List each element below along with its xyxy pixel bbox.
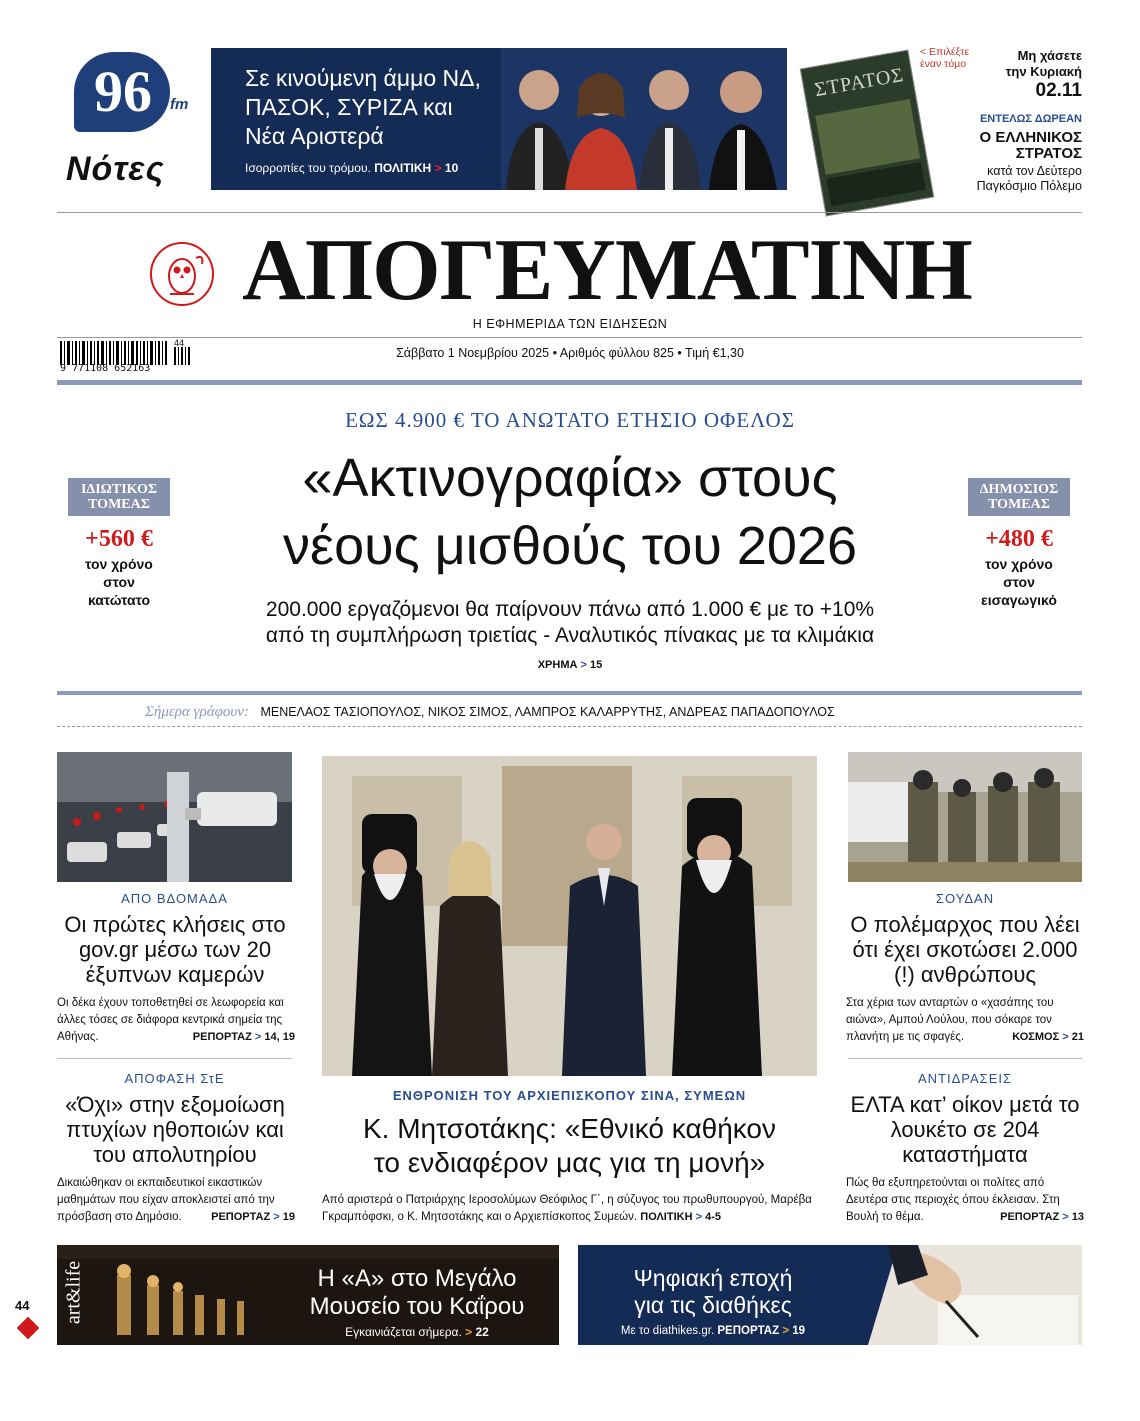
- lead-right-label-2: ΤΟΜΕΑΣ: [988, 497, 1050, 512]
- writers-line: [145, 704, 1005, 721]
- promo-bottom-left-sub-text: Εγκαινιάζεται σήμερα.: [345, 1325, 462, 1339]
- lead-right-text-2: στον: [1003, 574, 1035, 590]
- lead-left-label: [68, 478, 170, 516]
- promo-bottom-left-title-2: Μουσείο του Καΐρου: [309, 1293, 525, 1320]
- promo-bottom-right-sub-text: Με το diathikes.gr.: [620, 1325, 715, 1337]
- masthead-tagline: Η ΕΦΗΜΕΡΙΔΑ ΤΩΝ ΕΙΔΗΣΕΩΝ: [472, 317, 668, 331]
- promo-bottom-left-title-1: Η «Α» στο Μεγάλο: [317, 1265, 517, 1292]
- enthronement-photo[interactable]: [322, 756, 817, 1076]
- portraits-photo: [501, 48, 787, 190]
- lead-right-text-3: εισαγωγικό: [981, 592, 1057, 608]
- story-center-ref-section: ΠΟΛΙΤΙΚΗ: [640, 1211, 693, 1223]
- masthead-title: ΑΠΟΓΕΥΜΑΤΙΝΗ: [242, 222, 972, 319]
- story-right-2-body: [846, 1175, 1084, 1226]
- barcode-number: 9 771108 652163: [60, 363, 151, 374]
- story-right-1-text: Στα χέρια των ανταρτών ο «χασάπης του αιώνα», Αμπού Λούλου, που σόκαρε τον πλανήτη με τις σφαγές.: [846, 997, 1054, 1043]
- story-left-rule: [57, 1058, 292, 1059]
- book-cover[interactable]: [800, 50, 934, 217]
- promo-bottom-right-page: 19: [792, 1325, 806, 1337]
- lead-right-amount: +480 €: [985, 526, 1053, 552]
- book-cover-image: [815, 99, 920, 175]
- story-center-text: Από αριστερά ο Πατριάρχης Ιεροσολύμων Θεόφιλος Γ΄, η σύζυγος του πρωθυπουργού, Μαρέβα Γκραμπόφσκι, ο Κ. Μητσοτάκης και ο Αρχιεπίσκοπος Συμεών.: [322, 1194, 812, 1223]
- promo-bottom-right-title-1: Ψηφιακή εποχή: [633, 1265, 793, 1291]
- story-right-1-title[interactable]: Ο πολέμαρχος που λέει ότι έχει σκοτώσει 2.000 (!) ανθρώπους: [850, 912, 1080, 987]
- lead-kicker: ΕΩΣ 4.900 € ΤΟ ΑΝΩΤΑΤΟ ΕΤΗΣΙΟ ΟΦΕΛΟΣ: [345, 408, 795, 432]
- lead-left-text-3: κατώτατο: [87, 592, 151, 608]
- story-right-1-body: [846, 995, 1084, 1046]
- story-right-2-title[interactable]: ΕΛΤΑ κατ’ οίκον μετά το λουκέτο σε 204 καταστήματα: [850, 1092, 1080, 1167]
- writers-label: Σήμερα γράφουν:: [145, 704, 249, 720]
- lead-right-label: [968, 478, 1070, 516]
- story-right-2-kicker: ΑΝΤΙΔΡΑΣΕΙΣ: [917, 1071, 1013, 1086]
- arrow-icon: >: [782, 1325, 790, 1337]
- lead-ref[interactable]: [520, 659, 620, 671]
- lead-left-box: [68, 478, 170, 609]
- promo-bottom-right-sub: [588, 1325, 838, 1337]
- book-date: 02.11: [1035, 80, 1082, 101]
- promo-bottom-right[interactable]: [578, 1245, 1082, 1345]
- writers-rule: [57, 691, 1082, 695]
- lead-left-amount: +560 €: [85, 526, 153, 552]
- story-left-1-kicker: ΑΠΟ ΒΔΟΜΑΔΑ: [121, 891, 228, 906]
- arrow-icon: >: [695, 1211, 703, 1223]
- lead-right-text-1: τον χρόνο: [985, 556, 1053, 572]
- story-left-1-title[interactable]: Οι πρώτες κλήσεις στο gov.gr μέσω των 20 έξυπνων καμερών: [64, 912, 286, 987]
- barcode-addon: 44: [174, 338, 185, 348]
- promo-top-headline: Σε κινούμενη άμμο ΝΔ, ΠΑΣΟΚ, ΣΥΡΙΖΑ και Νέα Αριστερά: [245, 65, 481, 149]
- writing-hand-photo: [828, 1245, 1082, 1345]
- promo-bottom-right-title-2: για τις διαθήκες: [634, 1292, 792, 1318]
- writers-dashed-rule: [57, 726, 1082, 727]
- story-center-body: [322, 1192, 822, 1226]
- story-right-1-ref[interactable]: [1012, 1029, 1084, 1046]
- story-left-2-ref-page: 19: [282, 1211, 295, 1223]
- story-right-2-ref-section: ΡΕΠΟΡΤΑΖ: [1000, 1211, 1060, 1223]
- radio-number: 96: [94, 59, 152, 124]
- promo-top-ref: ΠΟΛΙΤΙΚΗ: [374, 161, 432, 175]
- arrow-icon: >: [1062, 1031, 1069, 1043]
- story-right-1-ref-section: ΚΟΣΜΟΣ: [1012, 1031, 1060, 1043]
- story-left-1-ref-section: ΡΕΠΟΡΤΑΖ: [192, 1031, 252, 1043]
- book-subtitle: κατά τον Δεύτερο Παγκόσμιο Πόλεμο: [976, 164, 1082, 193]
- lead-ref-section: ΧΡΗΜΑ: [537, 659, 578, 671]
- story-center-ref[interactable]: [640, 1211, 721, 1223]
- promo-top-banner[interactable]: [211, 48, 787, 190]
- story-center-title-1[interactable]: Κ. Μητσοτάκης: «Εθνικό καθήκον: [363, 1113, 776, 1144]
- promo-bottom-left-sub: [287, 1325, 547, 1339]
- lead-left-text-1: τον χρόνο: [85, 556, 153, 572]
- story-right-2-ref-page: 13: [1071, 1211, 1084, 1223]
- lead-left-label-1: ΙΔΙΩΤΙΚΟΣ: [80, 482, 157, 497]
- story-left-2-ref[interactable]: [211, 1209, 295, 1226]
- book-free: ΕΝΤΕΛΩΣ ΔΩΡΕΑΝ: [979, 113, 1082, 125]
- promo-bottom-left-vertical: art&life: [62, 1260, 85, 1325]
- arrow-icon: >: [254, 1031, 262, 1043]
- arrow-icon: >: [465, 1325, 473, 1339]
- story-left-2-kicker: ΑΠΟΦΑΣΗ ΣτΕ: [124, 1071, 225, 1086]
- radio-name: Νότες: [66, 150, 165, 188]
- masthead-rule-mid: [57, 337, 1082, 338]
- story-left-2-title[interactable]: «Όχι» στην εξομοίωση πτυχίων ηθοποιών και του απολυτηρίου: [65, 1092, 285, 1167]
- story-right-1-ref-page: 21: [1071, 1031, 1084, 1043]
- book-title: Ο ΕΛΛΗΝΙΚΟΣ ΣΤΡΑΤΟΣ: [979, 129, 1082, 162]
- story-center-kicker: ΕΝΘΡΟΝΙΣΗ ΤΟΥ ΑΡΧΙΕΠΙΣΚΟΠΟΥ ΣΙΝΑ, ΣΥΜΕΩΝ: [392, 1088, 747, 1103]
- barcode: [60, 338, 200, 375]
- story-right-1-kicker: ΣΟΥΔΑΝ: [935, 891, 995, 906]
- issue-line: Σάββατο 1 Νοεμβρίου 2025 • Αριθμός φύλλου 825 • Τιμή €1,30: [396, 346, 744, 360]
- promo-bottom-left-page: 22: [475, 1325, 489, 1339]
- arrow-icon: >: [434, 161, 442, 175]
- promo-top-page: 10: [444, 161, 459, 175]
- masthead-rule-bottom: [57, 380, 1082, 385]
- story-center-title-2[interactable]: το ενδιαφέρον μας για τη μονή»: [373, 1147, 766, 1178]
- lead-deck-2: από τη συμπλήρωση τριετίας - Αναλυτικός πίνακας με τα κλιμάκια: [265, 624, 875, 647]
- promo-top-sub-text: Ισορροπίες του τρόμου.: [245, 161, 371, 175]
- story-right-2-ref[interactable]: [1000, 1209, 1084, 1226]
- lead-ref-page: 15: [590, 659, 603, 671]
- story-right-2-text: Πώς θα εξυπηρετούνται οι πολίτες από Δευτέρα στις περιοχές όπου έκλεισαν. Στη Βουλή το θέμα.: [846, 1177, 1060, 1223]
- owl-logo: [150, 242, 214, 306]
- story-left-1-body: [57, 995, 295, 1046]
- lead-headline-1: «Ακτινογραφία» στους: [302, 448, 838, 508]
- story-left-1-text: Οι δέκα έχουν τοποθετηθεί σε λεωφορεία και άλλες τόσες σε διάφορα κεντρικά σημεία της Αθήνας.: [57, 997, 284, 1043]
- promo-bottom-right-ref: ΡΕΠΟΡΤΑΖ: [717, 1325, 780, 1337]
- lead-headline-2: νέους μισθούς του 2026: [283, 516, 857, 576]
- cameras-photo[interactable]: [57, 752, 292, 882]
- book-cover-title: ΣΤΡΑΤΟΣ: [812, 63, 906, 102]
- story-left-2-text: Δικαιώθηκαν οι εκπαιδευτικοί εικαστικών μαθημάτων που είχαν αποκλειστεί από την πρόσβαση στο Δημόσιο.: [57, 1177, 275, 1223]
- lead-right-label-1: ΔΗΜΟΣΙΟΣ: [979, 482, 1059, 497]
- promo-top-sub: [245, 161, 458, 175]
- lead-left-text-2: στον: [103, 574, 135, 590]
- diamond-icon: [17, 1317, 40, 1340]
- page-number: 44: [15, 1298, 30, 1313]
- lead-deck-1: 200.000 εργαζόμενοι θα παίρνουν πάνω από 1.000 € με το +10%: [265, 598, 875, 621]
- arrow-icon: >: [1062, 1211, 1069, 1223]
- story-left-2-ref-section: ΡΕΠΟΡΤΑΖ: [211, 1211, 271, 1223]
- sudan-photo[interactable]: [848, 752, 1082, 882]
- radio-logo[interactable]: [64, 52, 194, 192]
- arrow-icon: >: [273, 1211, 280, 1223]
- arrow-icon: >: [580, 659, 587, 671]
- story-center-ref-page: 4-5: [705, 1211, 721, 1223]
- story-left-1-ref-page: 14, 19: [264, 1031, 295, 1043]
- promo-bottom-left[interactable]: [57, 1245, 559, 1345]
- radio-fm: fm: [170, 96, 189, 113]
- story-left-1-ref[interactable]: [193, 1029, 295, 1046]
- story-left-2-body: [57, 1175, 295, 1226]
- story-right-rule: [848, 1058, 1082, 1059]
- book-dont-miss: Μη χάσετε την Κυριακή: [1005, 48, 1082, 79]
- masthead-rule-top: [57, 212, 1082, 213]
- book-choose: < Επιλέξτε έναν τόμο: [920, 46, 970, 70]
- writers-names: ΜΕΝΕΛΑΟΣ ΤΑΣΙΟΠΟΥΛΟΣ, ΝΙΚΟΣ ΣΙΜΟΣ, ΛΑΜΠΡΟΣ ΚΑΛΑΡΡΥΤΗΣ, ΑΝΔΡΕΑΣ ΠΑΠΑΔΟΠΟΥΛΟΣ: [260, 705, 835, 719]
- lead-right-box: [968, 478, 1070, 609]
- lead-left-label-2: ΤΟΜΕΑΣ: [88, 497, 150, 512]
